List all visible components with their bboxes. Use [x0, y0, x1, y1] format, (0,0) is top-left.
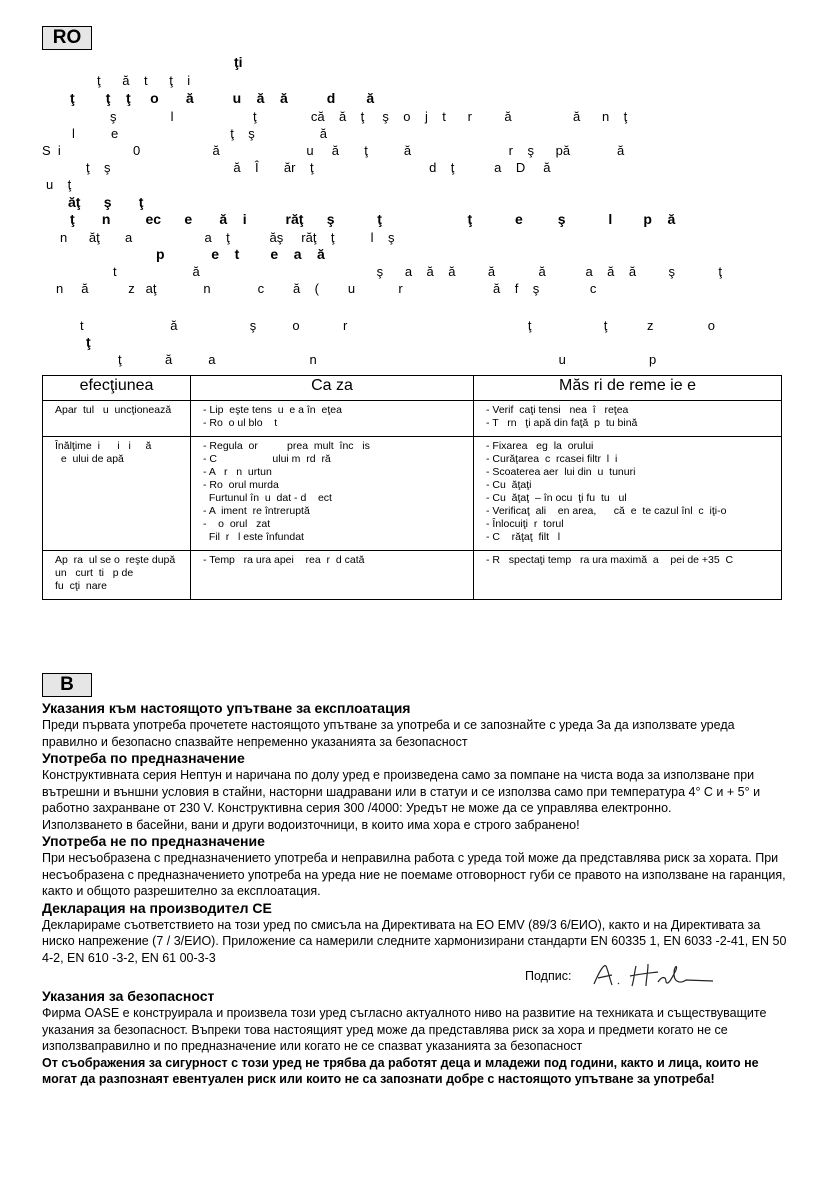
table-cell-malfunction: [43, 551, 191, 600]
ro-text-line: n ă z aţ n c ă ( u r ă f ş c: [56, 281, 597, 296]
ro-text-line: n ăţ a a ţ ăş răţ ţ l ş: [60, 230, 395, 245]
ro-text-line: ţ ă a n u p: [118, 352, 657, 367]
table-cell-line: - Ro o ul blo t: [203, 417, 278, 429]
table-cell-line: un curt ti p de: [55, 567, 134, 579]
table-cell-line: Ap ra ul se o reşte după: [55, 554, 176, 566]
table-header-row: [43, 376, 782, 401]
table-row: [43, 437, 782, 551]
table-cell-malfunction: [43, 401, 191, 437]
table-cell-line: Apar tul u uncţionează: [55, 404, 172, 416]
table-cell-line: - A r n urtun: [203, 466, 272, 478]
table-cell-line: Furtunul în u dat - d ect: [203, 492, 332, 504]
signature-image: [588, 960, 718, 990]
signature-row: [42, 966, 787, 988]
ro-text-line: ţ n ec e ă i răţ ş ţ ţ e ş l p ă: [70, 211, 676, 227]
table-cell-line: - Cu ăţaţi: [486, 479, 532, 491]
heading-unintended-use: Употреба не по предназначение: [42, 833, 265, 849]
table-cell-remedy: [474, 401, 782, 437]
table-cell-line: Înălţime i i i ă: [55, 440, 152, 452]
table-cell-cause: [191, 401, 474, 437]
ro-text-line: t ă ş a ă ă ă ă a ă ă ş ţ: [113, 264, 723, 279]
heading-ce-declaration: Декларация на производител CE: [42, 899, 272, 916]
table-cell-cause: [191, 437, 474, 551]
bg-text-block: [42, 700, 787, 1088]
table-row: [43, 401, 782, 437]
table-cell-line: - Ro orul murda: [203, 479, 279, 491]
language-label-bg: B: [42, 673, 92, 697]
heading-safety: Указания за безопасност: [42, 988, 215, 1004]
table-cell-line: - Verificaţ ali en area, că e te cazul înl c iţi-o: [486, 505, 727, 517]
table-cell-line: - A iment re întreruptă: [203, 505, 310, 517]
table-cell-line: Fil r l este înfundat: [203, 531, 304, 543]
ro-text-line: p e t e a ă: [156, 246, 325, 262]
table-cell-remedy: [474, 551, 782, 600]
heading-instructions: Указания към настоящото упътване за експлоатация: [42, 700, 411, 716]
ro-text-line: ş l ţ că ă ţ ş o j t r ă ă n ţ: [110, 109, 628, 124]
paragraph-intended-warning: Използването в басейни, вани и други водоизточници, в които има хора е строго забранено!: [42, 817, 580, 832]
paragraph-instructions: Преди първата употреба прочетете настоящото упътване за употреба и се запознайте с уреда За да използвате уреда правилно и безопасно спазвайте непременно указанията за безопасност: [42, 718, 735, 749]
paragraph-unintended-use: При несъобразена с предназначението употреба и неправилна работа с уреда той може да представлява риск за хората. При несъобразена с предназначението употреба на уреда ние не поемаме отговорност губи се правото на използване на гаранция, както и общото разрешително за експлоатация.: [42, 851, 786, 898]
table-cell-line: - C ului m rd ră: [203, 453, 331, 465]
ro-text-line: t ă ş o r ţ ţ z o: [80, 318, 715, 333]
table-cell-line: - Curăţarea c rcasei filtr l i: [486, 453, 618, 465]
table-cell-line: - C răţaţ filt l: [486, 531, 561, 543]
header-remedy: Măs ri de reme ie e: [474, 376, 782, 401]
header-cause: Ca za: [191, 376, 474, 401]
table-cell-cause: [191, 551, 474, 600]
paragraph-intended-use: Конструктивната серия Нептун и наричана по долу уред е произведена само за помпане на чиста вода за използване при вътрешни и външни условия в стайни, насторни шадравани или в статуи и се използва само при температура 4° C и + 5° и работно захранване от 230 V. Конструктивна серия 300 /4000: Уредът не може да се управлява електронно.: [42, 768, 761, 815]
ro-text-line: ţ: [86, 334, 91, 350]
language-label-ro: RO: [42, 26, 92, 50]
table-cell-line: - Verif caţi tensi nea î reţea: [486, 404, 629, 416]
troubleshooting-table: [42, 375, 782, 600]
paragraph-safety-warning: От съображения за сигурност с този уред не трябва да работят деца и младежи под години, както и лица, които не могат да разпознаят евентуален риск или които не са запознати добре с настоящото упътване за употреба!: [42, 1055, 759, 1086]
heading-intended-use: Употреба по предназначение: [42, 750, 245, 766]
table-cell-line: - Regula or prea mult înc is: [203, 440, 370, 452]
table-cell-line: e ului de apă: [55, 453, 124, 465]
table-cell-line: - Lip eşte tens u e a în eţea: [203, 404, 342, 416]
table-cell-line: fu cţi nare: [55, 580, 107, 592]
table-cell-line: - Înlocuiţi r torul: [486, 518, 564, 530]
table-cell-line: - T rn ţi apă din faţă p tu bină: [486, 417, 638, 429]
table-cell-remedy: [474, 437, 782, 551]
ro-text-line: ţ ă t ţ i: [97, 73, 191, 88]
ro-text-line: ţi: [234, 54, 243, 70]
paragraph-safety: Фирма OASE е конструирала и произвела този уред съгласно актуалното ниво на развитие на техниката и съществуващите указания за безопасност. Въпреки това настоящият уред може да представлява риск за хора и предмети когато не се използваправилно и по предназначение или когато не се спазват указанията за безопасност: [42, 1006, 767, 1053]
ro-text-line: ţ ş ă Î ăr ţ d ţ a D ă: [86, 160, 551, 175]
ro-text-line: S i 0 ă u ă ţ ă r ş pă ă: [42, 143, 625, 158]
table-cell-line: - Cu ăţaţ – în ocu ţi fu tu ul: [486, 492, 627, 504]
table-cell-line: - Scoaterea aer lui din u tunuri: [486, 466, 636, 478]
ro-text-line: u ţ: [46, 177, 72, 192]
header-malfunction: efecţiunea: [43, 376, 191, 401]
table-cell-line: - Fixarea eg la orului: [486, 440, 594, 452]
ro-text-line: l e ţ ş ă: [72, 126, 328, 141]
ro-text-line: ăţ ş ţ: [68, 194, 144, 210]
table-cell-line: - o orul zat: [203, 518, 271, 530]
ro-text-line: ţ ţ ţ o ă u ă ă d ă: [70, 90, 375, 106]
table-cell-line: - Temp ra ura apei rea r d cată: [203, 554, 365, 566]
table-cell-malfunction: [43, 437, 191, 551]
paragraph-ce-declaration: Декларираме съответствието на този уред по смисъла на Директивата на ЕО EMV (89/3 6/ЕИО), както и на Директивата за ниско напрежение (7 / 3/ЕИО). Приложение са намерили следните хармонизирани стандарти EN 60335 1, EN 6033 -2-41, EN 50 4-2, EN 610 -3-2, EN 61 00-3-3: [42, 917, 787, 965]
signature-label: Подпис:: [525, 969, 572, 983]
table-row: [43, 551, 782, 600]
table-cell-line: - R spectaţi temp ra ura maximă a pei de +35 C: [486, 554, 734, 566]
